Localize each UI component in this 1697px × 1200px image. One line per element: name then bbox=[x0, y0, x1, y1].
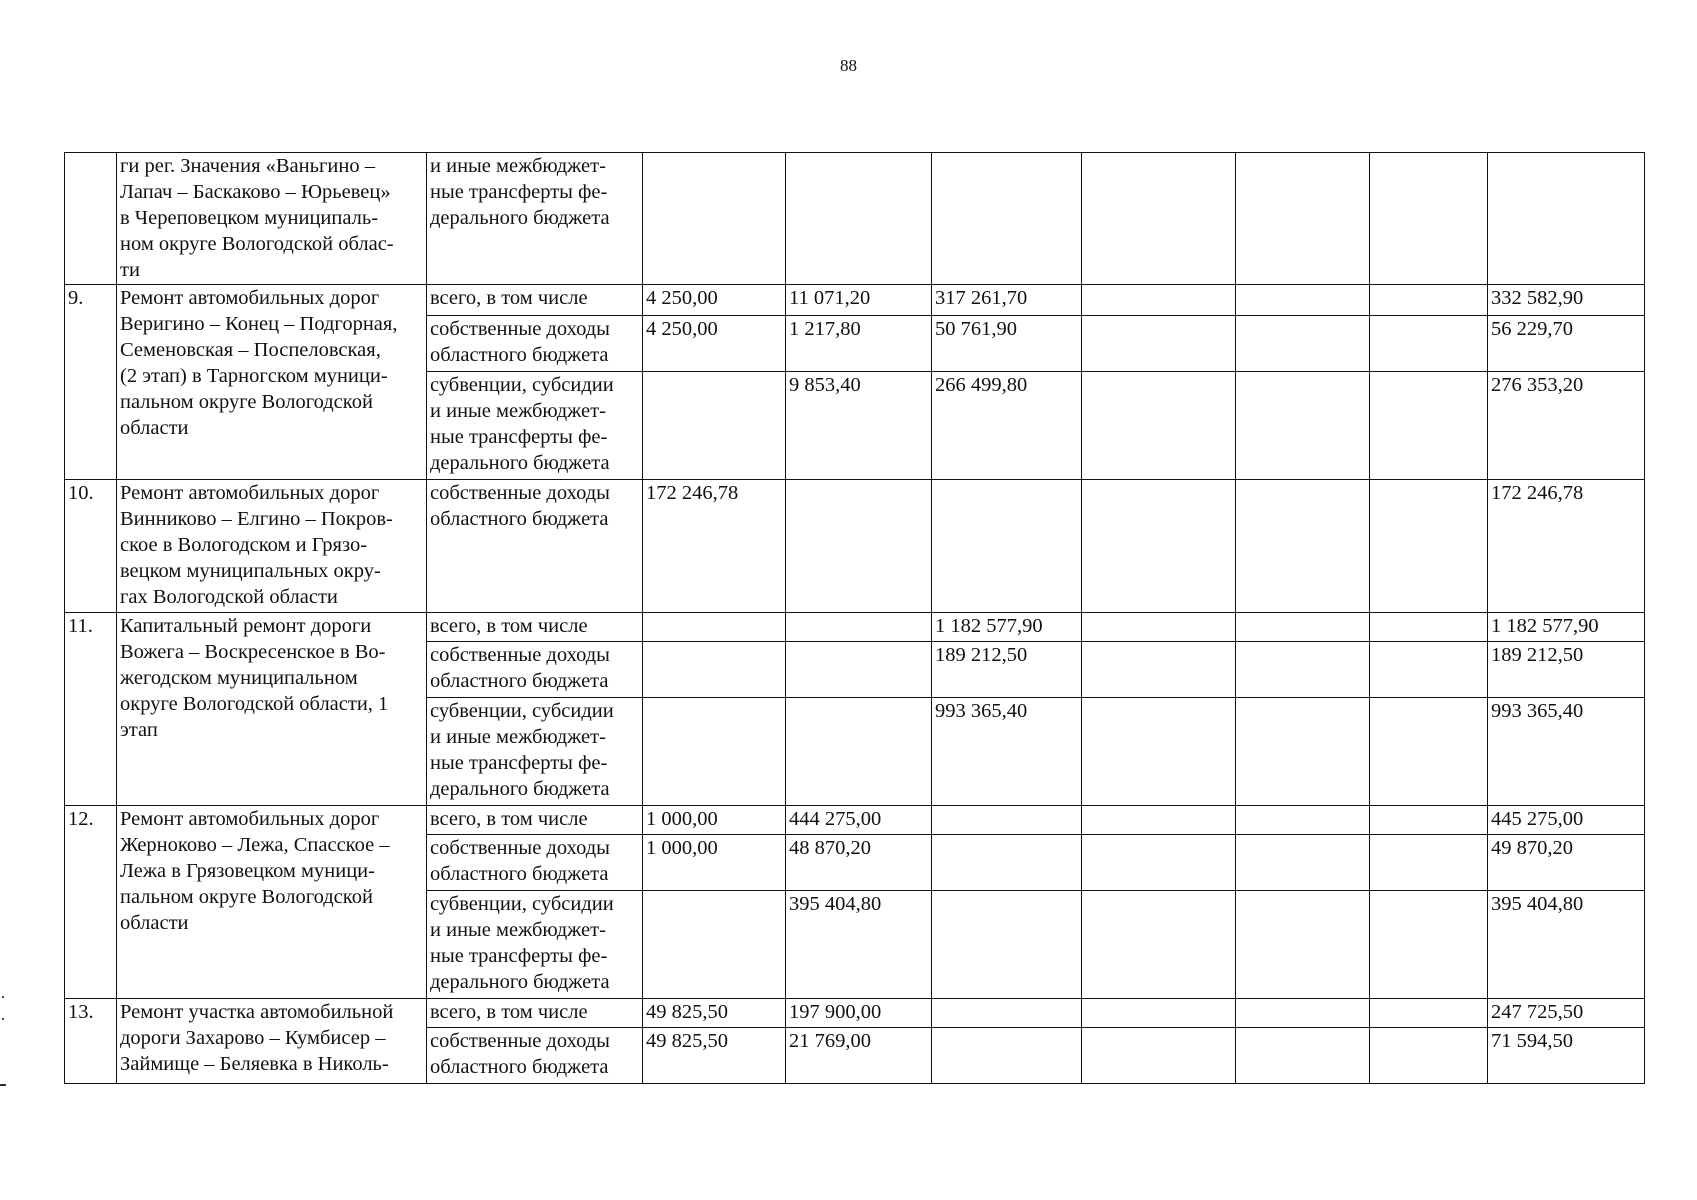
value-cell bbox=[643, 698, 786, 806]
object-name: Ремонт участка автомобильной дороги Захарово – Кумбисер – Займище – Беляевка в Николь- bbox=[117, 999, 427, 1084]
scan-margin-mark bbox=[2, 996, 4, 998]
value-cell: 993 365,40 bbox=[932, 698, 1082, 806]
empty-cell bbox=[1370, 372, 1488, 480]
value-cell bbox=[932, 891, 1082, 999]
value-cell: 189 212,50 bbox=[932, 642, 1082, 698]
empty-cell bbox=[1370, 153, 1488, 285]
value-cell: 4 250,00 bbox=[643, 316, 786, 372]
object-name: Капитальный ремонт дороги Вожега – Воскресенское в Во- жегодском муниципальном округе Вологодской области, 1 этап bbox=[117, 613, 427, 806]
value-cell bbox=[643, 613, 786, 642]
row-number: 11. bbox=[65, 613, 117, 806]
value-cell bbox=[786, 698, 932, 806]
empty-cell bbox=[1236, 372, 1370, 480]
empty-cell bbox=[1082, 642, 1236, 698]
empty-cell bbox=[1082, 153, 1236, 285]
table-row bbox=[65, 285, 1645, 316]
empty-cell bbox=[1082, 480, 1236, 613]
value-cell: 9 853,40 bbox=[786, 372, 932, 480]
value-cell: 49 825,50 bbox=[643, 1028, 786, 1084]
table-row bbox=[65, 999, 1645, 1028]
funding-source: собственные доходы областного бюджета bbox=[427, 316, 643, 372]
value-cell: 21 769,00 bbox=[786, 1028, 932, 1084]
value-cell bbox=[786, 642, 932, 698]
total-cell: 445 275,00 bbox=[1488, 806, 1645, 835]
total-cell: 276 353,20 bbox=[1488, 372, 1645, 480]
value-cell: 4 250,00 bbox=[643, 285, 786, 316]
row-number: 13. bbox=[65, 999, 117, 1084]
empty-cell bbox=[1236, 999, 1370, 1028]
total-cell: 189 212,50 bbox=[1488, 642, 1645, 698]
funding-source: субвенции, субсидии и иные межбюджет- ные трансферты фе- дерального бюджета bbox=[427, 891, 643, 999]
object-name: ги рег. Значения «Ваньгино – Лапач – Баскаково – Юрьевец» в Череповецком муниципаль- ном округе Вологодской облас- ти bbox=[117, 153, 427, 285]
value-cell: 1 182 577,90 bbox=[932, 613, 1082, 642]
total-cell: 71 594,50 bbox=[1488, 1028, 1645, 1084]
value-cell bbox=[932, 999, 1082, 1028]
row-number: 10. bbox=[65, 480, 117, 613]
total-cell: 49 870,20 bbox=[1488, 835, 1645, 891]
empty-cell bbox=[1236, 891, 1370, 999]
empty-cell bbox=[1370, 316, 1488, 372]
empty-cell bbox=[1236, 316, 1370, 372]
empty-cell bbox=[1370, 891, 1488, 999]
value-cell bbox=[932, 153, 1082, 285]
value-cell: 1 217,80 bbox=[786, 316, 932, 372]
value-cell bbox=[643, 372, 786, 480]
value-cell bbox=[932, 835, 1082, 891]
scan-margin-mark bbox=[2, 1018, 4, 1020]
total-cell bbox=[1488, 153, 1645, 285]
object-name: Ремонт автомобильных дорог Винниково – Елгино – Покров- ское в Вологодском и Грязо- вецком муниципальных окру- гах Вологодской области bbox=[117, 480, 427, 613]
empty-cell bbox=[1370, 999, 1488, 1028]
object-name: Ремонт автомобильных дорог Жерноково – Лежа, Спасское – Лежа в Грязовецком муници- пальном округе Вологодской области bbox=[117, 806, 427, 999]
empty-cell bbox=[1236, 613, 1370, 642]
value-cell bbox=[932, 806, 1082, 835]
funding-source: и иные межбюджет- ные трансферты фе- дерального бюджета bbox=[427, 153, 643, 285]
empty-cell bbox=[1082, 698, 1236, 806]
total-cell: 172 246,78 bbox=[1488, 480, 1645, 613]
value-cell bbox=[932, 480, 1082, 613]
row-number: 9. bbox=[65, 285, 117, 480]
value-cell: 317 261,70 bbox=[932, 285, 1082, 316]
empty-cell bbox=[1370, 285, 1488, 316]
value-cell: 266 499,80 bbox=[932, 372, 1082, 480]
value-cell bbox=[643, 642, 786, 698]
total-cell: 247 725,50 bbox=[1488, 999, 1645, 1028]
empty-cell bbox=[1236, 806, 1370, 835]
funding-source: всего, в том числе bbox=[427, 999, 643, 1028]
empty-cell bbox=[1236, 153, 1370, 285]
table-row bbox=[65, 613, 1645, 642]
funding-source: собственные доходы областного бюджета bbox=[427, 1028, 643, 1084]
empty-cell bbox=[1082, 285, 1236, 316]
page-number: 88 bbox=[840, 56, 857, 75]
empty-cell bbox=[1236, 835, 1370, 891]
row-number bbox=[65, 153, 117, 285]
value-cell: 395 404,80 bbox=[786, 891, 932, 999]
empty-cell bbox=[1370, 642, 1488, 698]
empty-cell bbox=[1370, 835, 1488, 891]
empty-cell bbox=[1082, 1028, 1236, 1084]
funding-source: субвенции, субсидии и иные межбюджет- ные трансферты фе- дерального бюджета bbox=[427, 372, 643, 480]
total-cell: 395 404,80 bbox=[1488, 891, 1645, 999]
empty-cell bbox=[1370, 1028, 1488, 1084]
value-cell bbox=[643, 891, 786, 999]
value-cell: 1 000,00 bbox=[643, 835, 786, 891]
empty-cell bbox=[1236, 642, 1370, 698]
object-name: Ремонт автомобильных дорог Веригино – Конец – Подгорная, Семеновская – Поспеловская, (2 этап) в Тарногском муници- пальном округе Вологодской области bbox=[117, 285, 427, 480]
empty-cell bbox=[1236, 698, 1370, 806]
value-cell bbox=[786, 613, 932, 642]
table-row bbox=[65, 806, 1645, 835]
funding-source: собственные доходы областного бюджета bbox=[427, 835, 643, 891]
total-cell: 993 365,40 bbox=[1488, 698, 1645, 806]
funding-source: всего, в том числе bbox=[427, 806, 643, 835]
empty-cell bbox=[1082, 891, 1236, 999]
table-row bbox=[65, 480, 1645, 613]
empty-cell bbox=[1236, 1028, 1370, 1084]
funding-source: субвенции, субсидии и иные межбюджет- ные трансферты фе- дерального бюджета bbox=[427, 698, 643, 806]
value-cell: 197 900,00 bbox=[786, 999, 932, 1028]
funding-source: собственные доходы областного бюджета bbox=[427, 642, 643, 698]
empty-cell bbox=[1370, 806, 1488, 835]
value-cell bbox=[786, 153, 932, 285]
table-row bbox=[65, 153, 1645, 285]
empty-cell bbox=[1236, 480, 1370, 613]
value-cell: 444 275,00 bbox=[786, 806, 932, 835]
value-cell: 1 000,00 bbox=[643, 806, 786, 835]
empty-cell bbox=[1082, 613, 1236, 642]
empty-cell bbox=[1082, 372, 1236, 480]
scan-margin-mark bbox=[0, 1084, 6, 1086]
funding-source: собственные доходы областного бюджета bbox=[427, 480, 643, 613]
value-cell bbox=[786, 480, 932, 613]
total-cell: 1 182 577,90 bbox=[1488, 613, 1645, 642]
value-cell bbox=[643, 153, 786, 285]
budget-table bbox=[64, 152, 1645, 1084]
value-cell bbox=[932, 1028, 1082, 1084]
empty-cell bbox=[1082, 316, 1236, 372]
empty-cell bbox=[1370, 698, 1488, 806]
empty-cell bbox=[1370, 480, 1488, 613]
empty-cell bbox=[1082, 806, 1236, 835]
value-cell: 49 825,50 bbox=[643, 999, 786, 1028]
total-cell: 56 229,70 bbox=[1488, 316, 1645, 372]
funding-source: всего, в том числе bbox=[427, 285, 643, 316]
funding-source: всего, в том числе bbox=[427, 613, 643, 642]
value-cell: 172 246,78 bbox=[643, 480, 786, 613]
total-cell: 332 582,90 bbox=[1488, 285, 1645, 316]
empty-cell bbox=[1082, 835, 1236, 891]
empty-cell bbox=[1082, 999, 1236, 1028]
empty-cell bbox=[1236, 285, 1370, 316]
empty-cell bbox=[1370, 613, 1488, 642]
value-cell: 48 870,20 bbox=[786, 835, 932, 891]
value-cell: 11 071,20 bbox=[786, 285, 932, 316]
value-cell: 50 761,90 bbox=[932, 316, 1082, 372]
row-number: 12. bbox=[65, 806, 117, 999]
